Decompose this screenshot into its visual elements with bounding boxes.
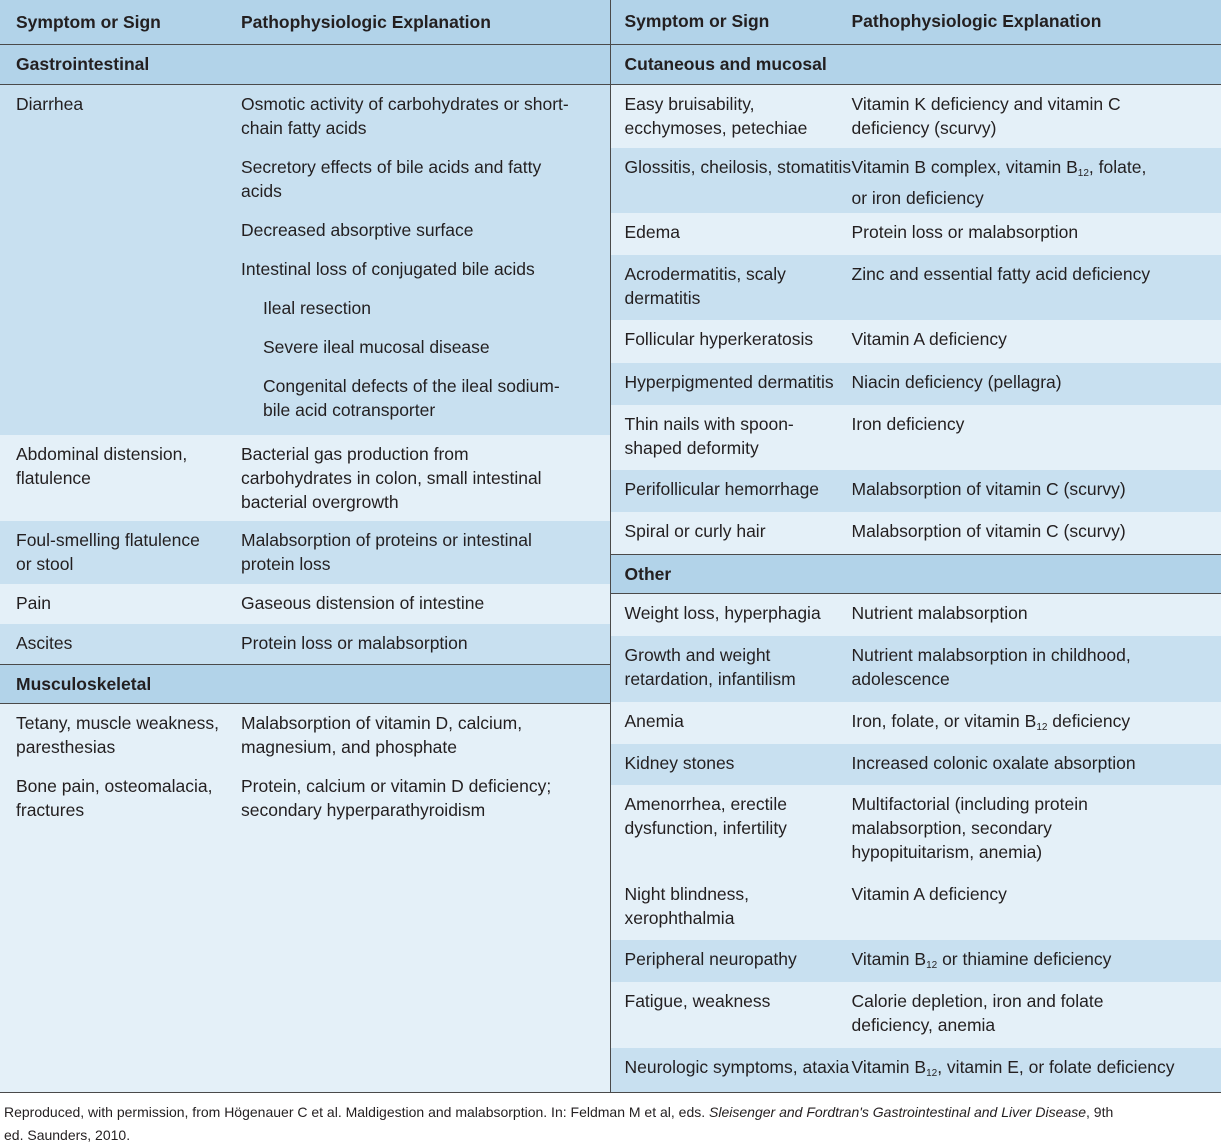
explanation-cell <box>241 528 610 577</box>
sign-line: ecchymoses, petechiae <box>625 116 852 140</box>
explanation-cell: Nutrient malabsorption <box>852 601 1221 629</box>
explanation-cell <box>241 92 610 428</box>
explanation-cell <box>852 155 1221 206</box>
sign-cell <box>611 412 852 463</box>
sign-cell: Neurologic symptoms, ataxia <box>611 1055 852 1086</box>
explanation-cell: Niacin deficiency (pellagra) <box>852 370 1221 398</box>
sign-cell <box>611 882 852 933</box>
explanation-text: Iron, folate, or vitamin B <box>852 711 1037 731</box>
explanation-text: deficiency <box>1047 711 1130 731</box>
table-row <box>611 470 1221 513</box>
header-symptom: Symptom or Sign <box>0 12 241 33</box>
explanation-cell <box>852 1055 1221 1086</box>
explanation-text: or thiamine deficiency <box>937 949 1111 969</box>
explanation-line: Secretory effects of bile acids and fatty <box>241 155 602 179</box>
citation-text: , 9th <box>1086 1104 1113 1120</box>
sign-cell: Hyperpigmented dermatitis <box>611 370 852 398</box>
table-row <box>0 521 610 584</box>
sign-cell: Peripheral neuropathy <box>611 947 852 975</box>
explanation-cell <box>852 989 1221 1041</box>
sign-cell <box>611 792 852 868</box>
sign-line: Bone pain, osteomalacia, <box>16 774 241 798</box>
sign-cell: Edema <box>611 220 852 248</box>
sign-cell: Pain <box>0 591 241 617</box>
explanation-line: adolescence <box>852 667 1214 691</box>
sign-cell: Diarrhea <box>0 92 241 428</box>
header-explanation: Pathophysiologic Explanation <box>852 11 1221 32</box>
explanation-cell <box>852 792 1221 868</box>
explanation-cell: Zinc and essential fatty acid deficiency <box>852 262 1221 313</box>
explanation-line: Multifactorial (including protein <box>852 792 1214 816</box>
section-musculoskeletal: Musculoskeletal <box>0 664 610 704</box>
explanation-line: malabsorption, secondary <box>852 816 1214 840</box>
subscript: 12 <box>926 960 937 971</box>
sign-line: Growth and weight <box>625 643 852 667</box>
table-row <box>0 435 610 521</box>
sign-cell <box>0 711 241 760</box>
explanation-line: Congenital defects of the ileal sodium- <box>241 374 602 398</box>
subscript: 12 <box>1036 722 1047 733</box>
explanation-line: magnesium, and phosphate <box>241 735 602 759</box>
table-header-right <box>611 0 1221 45</box>
explanation-line: Malabsorption of vitamin D, calcium, <box>241 711 602 735</box>
table-row <box>611 594 1221 636</box>
section-other: Other <box>611 554 1221 594</box>
subscript: 12 <box>1078 168 1089 179</box>
explanation-line: bacterial overgrowth <box>241 490 602 514</box>
sign-cell: Glossitis, cheilosis, stomatitis <box>611 155 852 206</box>
explanation-cell: Vitamin A deficiency <box>852 882 1221 933</box>
explanation-line: Nutrient malabsorption in childhood, <box>852 643 1214 667</box>
sign-cell: Fatigue, weakness <box>611 989 852 1041</box>
sign-line: Easy bruisability, <box>625 92 852 116</box>
table-row <box>611 1048 1221 1093</box>
explanation-cell: Vitamin A deficiency <box>852 327 1221 356</box>
explanation-line: protein loss <box>241 552 602 576</box>
table-right-half <box>610 0 1221 1093</box>
explanation-text: Vitamin B complex, vitamin B <box>852 157 1078 177</box>
explanation-cell <box>241 442 610 514</box>
header-explanation: Pathophysiologic Explanation <box>241 12 610 33</box>
table-row <box>611 940 1221 982</box>
sign-line: dermatitis <box>625 286 852 310</box>
sign-line: Night blindness, <box>625 882 852 906</box>
table-row <box>611 875 1221 940</box>
sign-cell: Follicular hyperkeratosis <box>611 327 852 356</box>
sign-cell: Kidney stones <box>611 751 852 778</box>
explanation-cell <box>852 643 1221 695</box>
explanation-line: Calorie depletion, iron and folate <box>852 989 1214 1013</box>
sign-line: Acrodermatitis, scaly <box>625 262 852 286</box>
explanation-line: Decreased absorptive surface <box>241 218 602 242</box>
table-row <box>611 636 1221 702</box>
explanation-cell: Malabsorption of vitamin C (scurvy) <box>852 477 1221 506</box>
explanation-line: deficiency (scurvy) <box>852 116 1214 140</box>
explanation-cell: Protein loss or malabsorption <box>241 631 610 657</box>
explanation-cell: Protein loss or malabsorption <box>852 220 1221 248</box>
explanation-line: Ileal resection <box>241 296 602 320</box>
sign-line: Thin nails with spoon- <box>625 412 852 436</box>
explanation-text: Vitamin B <box>852 1057 927 1077</box>
table-row <box>611 512 1221 554</box>
explanation-line: hypopituitarism, anemia) <box>852 840 1214 864</box>
explanation-line: acids <box>241 179 602 203</box>
sign-line: paresthesias <box>16 735 241 759</box>
explanation-cell: Iron deficiency <box>852 412 1221 463</box>
sign-cell <box>611 643 852 695</box>
section-cutaneous-mucosal: Cutaneous and mucosal <box>611 45 1221 85</box>
explanation-cell: Malabsorption of vitamin C (scurvy) <box>852 519 1221 547</box>
explanation-cell <box>852 947 1221 975</box>
explanation-line: or iron deficiency <box>852 186 1214 210</box>
citation-text: ed. Saunders, 2010. <box>4 1127 130 1143</box>
sign-cell <box>611 92 852 141</box>
explanation-line: Severe ileal mucosal disease <box>241 335 602 359</box>
sign-line: Foul-smelling flatulence <box>16 528 241 552</box>
sign-cell <box>0 528 241 577</box>
sign-cell: Spiral or curly hair <box>611 519 852 547</box>
explanation-text: Vitamin B <box>852 949 927 969</box>
table-row <box>0 767 610 1093</box>
sign-cell <box>0 774 241 1086</box>
explanation-cell: Increased colonic oxalate absorption <box>852 751 1221 778</box>
table-row <box>611 405 1221 470</box>
table-row <box>611 702 1221 744</box>
sign-line: retardation, infantilism <box>625 667 852 691</box>
explanation-cell <box>852 92 1221 141</box>
explanation-line: Protein, calcium or vitamin D deficiency; <box>241 774 602 798</box>
explanation-line: carbohydrates in colon, small intestinal <box>241 466 602 490</box>
subscript: 12 <box>926 1068 937 1079</box>
sign-line: Amenorrhea, erectile <box>625 792 852 816</box>
explanation-text: , vitamin E, or folate deficiency <box>937 1057 1174 1077</box>
explanation-line: Malabsorption of proteins or intestinal <box>241 528 602 552</box>
table-bottom-rule <box>0 1092 1221 1093</box>
table-row <box>0 85 610 435</box>
sign-line: Tetany, muscle weakness, <box>16 711 241 735</box>
sign-cell <box>611 262 852 313</box>
sign-line: flatulence <box>16 466 241 490</box>
explanation-line: deficiency, anemia <box>852 1013 1214 1037</box>
explanation-cell <box>241 774 610 1086</box>
sign-cell: Anemia <box>611 709 852 737</box>
explanation-cell <box>852 709 1221 737</box>
citation-book-title: Sleisenger and Fordtran's Gastrointestinal and Liver Disease <box>709 1104 1086 1120</box>
table-row <box>0 584 610 624</box>
explanation-line: bile acid cotransporter <box>241 398 602 422</box>
sign-line: Abdominal distension, <box>16 442 241 466</box>
table-header-left <box>0 0 610 45</box>
explanation-cell <box>241 711 610 760</box>
explanation-line: Osmotic activity of carbohydrates or short- <box>241 92 602 116</box>
explanation-line: secondary hyperparathyroidism <box>241 798 602 822</box>
explanation-text: , folate, <box>1089 157 1146 177</box>
header-symptom: Symptom or Sign <box>611 11 852 32</box>
sign-line: or stool <box>16 552 241 576</box>
sign-cell: Weight loss, hyperphagia <box>611 601 852 629</box>
explanation-line: Bacterial gas production from <box>241 442 602 466</box>
sign-line: shaped deformity <box>625 436 852 460</box>
table-row <box>611 744 1221 785</box>
sign-cell <box>0 442 241 514</box>
table-row <box>611 320 1221 363</box>
explanation-line: Vitamin K deficiency and vitamin C <box>852 92 1214 116</box>
explanation-cell: Gaseous distension of intestine <box>241 591 610 617</box>
table-row <box>611 255 1221 320</box>
table-row <box>611 213 1221 255</box>
citation-text: Reproduced, with permission, from Högenauer C et al. Maldigestion and malabsorption. In: Feldman M et al, eds. <box>4 1104 709 1120</box>
sign-line: fractures <box>16 798 241 822</box>
sign-cell: Ascites <box>0 631 241 657</box>
sign-line: xerophthalmia <box>625 906 852 930</box>
table-left-half <box>0 0 610 1093</box>
sign-cell: Perifollicular hemorrhage <box>611 477 852 506</box>
table-row <box>611 982 1221 1048</box>
table-row <box>0 624 610 664</box>
source-citation <box>4 1101 1214 1147</box>
sign-line: dysfunction, infertility <box>625 816 852 840</box>
table-row <box>611 85 1221 148</box>
table-row <box>611 785 1221 875</box>
table-row <box>0 704 610 767</box>
table-row <box>611 148 1221 213</box>
explanation-line: Intestinal loss of conjugated bile acids <box>241 257 602 281</box>
explanation-line <box>852 155 1214 186</box>
section-gastrointestinal: Gastrointestinal <box>0 45 610 85</box>
explanation-line: chain fatty acids <box>241 116 602 140</box>
table-row <box>611 363 1221 405</box>
